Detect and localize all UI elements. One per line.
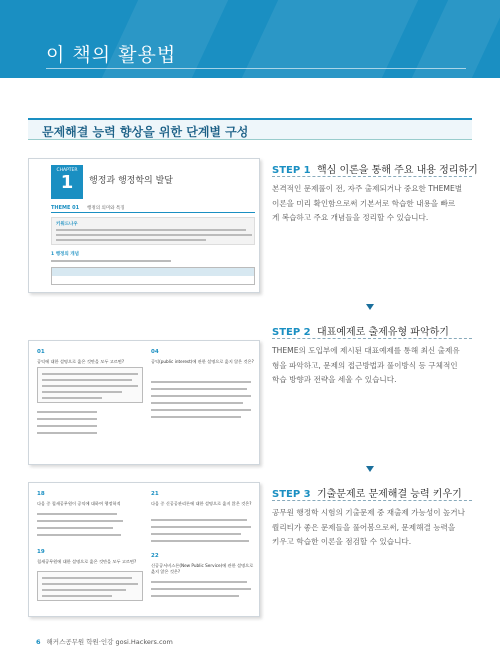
answer-box (37, 571, 143, 601)
step3-rule (272, 500, 472, 501)
question-stem: 공익(public interest)에 관한 설명으로 옳지 않은 것은? (151, 359, 254, 364)
step3-description: 공무원 행정학 시험의 기출문제 중 재출제 가능성이 높거나 퀄리티가 좋은 문제들을 풀어봄으로써, 문제해결 능력을 키우고 학습한 이론을 점검할 수 있습니다. (272, 508, 465, 546)
page-title: 이 책의 활용법 (46, 44, 177, 66)
keyword-box (51, 217, 255, 245)
question-number: 22 (151, 553, 159, 559)
question-number: 21 (151, 491, 159, 497)
text-line (42, 595, 112, 597)
text-line (42, 379, 132, 381)
section-label: 1 행정의 개념 (51, 252, 79, 257)
text-line (37, 411, 97, 413)
text-line (151, 519, 247, 521)
answer-box (37, 367, 143, 403)
text-line (42, 397, 102, 399)
question-number: 01 (37, 349, 45, 355)
text-line (56, 229, 246, 231)
text-line (151, 402, 243, 404)
header-rule (46, 68, 466, 69)
step1-rule (272, 176, 472, 177)
text-line (37, 432, 97, 434)
text-line (56, 234, 252, 236)
text-line (151, 416, 241, 418)
text-line (37, 425, 97, 427)
thumbnail-theory-page (28, 158, 260, 293)
summary-table (51, 267, 255, 285)
step2-title: STEP 2 대표예제로 출제유형 파악하기 (272, 327, 449, 338)
text-line (151, 409, 251, 411)
text-line (151, 540, 249, 542)
question-stem: 다음 중 신공공관리론에 대한 설명으로 옳지 않은 것은? (151, 501, 252, 506)
chapter-title: 행정과 행정학의 발달 (89, 176, 173, 186)
text-line (151, 381, 251, 383)
page-footer (36, 637, 173, 646)
table-header (52, 268, 254, 276)
theme-label: THEME 01 (51, 205, 80, 211)
step3-title: STEP 3 기출문제로 문제해결 능력 키우기 (272, 489, 462, 500)
section-bar (28, 118, 472, 140)
step1-title: STEP 1 핵심 이론을 통해 주요 내용 정리하기 (272, 165, 478, 176)
keyword-box-heading: 키워드나우 (56, 222, 78, 227)
text-line (151, 395, 251, 397)
text-line (42, 589, 126, 591)
text-line (37, 527, 113, 529)
down-arrow-icon (366, 466, 374, 472)
footer-text: 해커스공무원 학원·인강 gosi.Hackers.com (46, 638, 173, 646)
question-number: 19 (37, 549, 45, 555)
step1-description: 본격적인 문제풀이 전, 자주 출제되거나 중요한 THEME별 이론을 미리 확인함으로써 기본서로 학습한 내용을 빠르 게 복습하고 주요 개념들을 정리할 수 있습니다. (272, 184, 463, 222)
question-stem: 공익에 대한 설명으로 옳은 것만을 모두 고르면? (37, 359, 125, 364)
text-line (37, 520, 123, 522)
text-line (37, 418, 97, 420)
text-line (151, 588, 251, 590)
text-line (42, 583, 138, 585)
text-line (51, 260, 171, 262)
step2-rule (272, 338, 472, 339)
text-line (42, 391, 122, 393)
text-line (42, 385, 138, 387)
section-title: 문제해결 능력 향상을 위한 단계별 구성 (42, 125, 249, 139)
step2-description: THEME의 도입부에 제시된 대표예제를 통해 최신 출제유 형을 파악하고, 문제의 접근방법과 풀이방식 등 구체적인 학습 방향과 전략을 세울 수 있습니다. (272, 346, 460, 384)
thumbnail-past-exam-page (28, 482, 260, 617)
text-line (151, 388, 247, 390)
question-stem: 신공공서비스론(New Public Service)에 관한 설명으로 옳지 않은 것은? (151, 563, 254, 574)
text-line (42, 577, 132, 579)
question-number: 18 (37, 491, 45, 497)
text-line (151, 595, 239, 597)
text-line (42, 373, 138, 375)
text-line (151, 581, 247, 583)
chapter-badge: CHAPTER 1 (51, 165, 83, 199)
thumbnail-example-page (28, 340, 260, 465)
down-arrow-icon (366, 304, 374, 310)
text-line (37, 513, 117, 515)
text-line (151, 533, 241, 535)
question-stem: 다음 중 철새공무원이 공익에 대하여 행정학적 (37, 501, 121, 506)
text-line (56, 239, 206, 241)
page-number: 6 (36, 638, 41, 646)
theme-name: 행정의 의미와 특징 (87, 206, 125, 211)
text-line (151, 526, 251, 528)
header-band (0, 0, 500, 78)
theme-rule (51, 212, 255, 213)
question-number: 04 (151, 349, 159, 355)
question-stem: 철새공무원에 대한 설명으로 옳은 것만을 모두 고르면? (37, 559, 137, 564)
text-line (37, 534, 121, 536)
